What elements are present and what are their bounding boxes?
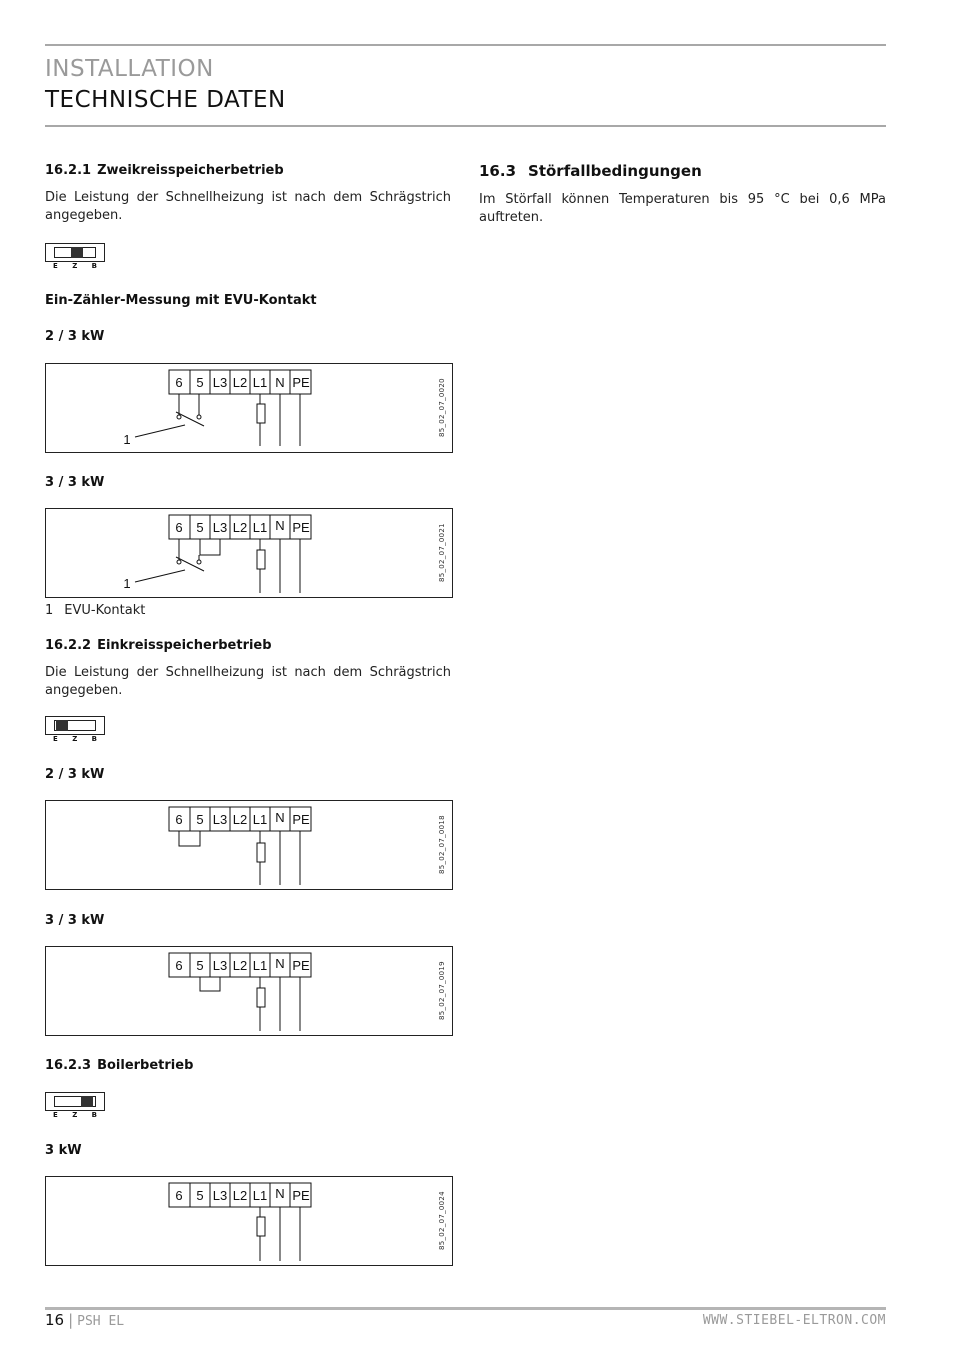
terminal-l3: L3 [212, 520, 228, 535]
figure-code: 85_02_07_0020 [438, 378, 446, 438]
figure-label: 3 / 3 kW [45, 913, 105, 928]
terminal-l1: L1 [252, 520, 268, 535]
subheading-ein-zaehler: Ein-Zähler-Messung mit EVU-Kontakt [45, 293, 317, 308]
terminal-5: 5 [196, 812, 204, 827]
legend-text: EVU-Kontakt [64, 603, 146, 618]
wiring-diagram-svg [46, 364, 452, 452]
wiring-diagram-svg [46, 1177, 452, 1265]
section-16-2-1-heading [45, 163, 284, 178]
terminal-l2: L2 [232, 1188, 248, 1203]
footer-rule [45, 1307, 886, 1310]
figure-label: 2 / 3 kW [45, 329, 105, 344]
section-title: Boilerbetrieb [97, 1058, 194, 1073]
terminal-n: N [275, 1186, 285, 1201]
terminal-pe: PE [292, 958, 310, 973]
terminal-pe: PE [292, 520, 310, 535]
top-rule [45, 44, 886, 46]
terminal-6: 6 [175, 958, 183, 973]
mode-switch-b [45, 1092, 105, 1120]
terminal-l3: L3 [212, 1188, 228, 1203]
page-number: 16 [45, 1311, 65, 1329]
terminal-5: 5 [196, 375, 204, 390]
wiring-diagram-4 [45, 946, 453, 1036]
section-16-2-3-heading [45, 1058, 193, 1073]
wiring-diagram-svg [46, 509, 452, 597]
footer-left [45, 1311, 124, 1329]
terminal-n: N [275, 956, 285, 971]
wiring-diagram-1 [45, 363, 453, 453]
figure-label: 2 / 3 kW [45, 767, 105, 782]
switch-label-z: Z [72, 1111, 78, 1119]
terminal-l1: L1 [252, 1188, 268, 1203]
legend-number: 1 [45, 603, 54, 618]
mode-switch-z [45, 243, 105, 271]
terminal-5: 5 [196, 1188, 204, 1203]
figure-label: 3 / 3 kW [45, 475, 105, 490]
figure-code: 85_02_07_0019 [438, 961, 446, 1021]
terminal-l1: L1 [252, 812, 268, 827]
switch-knob [56, 720, 68, 731]
wiring-diagram-svg [46, 947, 452, 1035]
terminal-5: 5 [196, 520, 204, 535]
switch-label-b: B [91, 1111, 97, 1119]
switch-label-b: B [91, 735, 97, 743]
section-title: Störfallbedingungen [528, 162, 702, 180]
section-title: Einkreisspeicherbetrieb [97, 638, 272, 653]
terminal-6: 6 [175, 520, 183, 535]
page-title: TECHNISCHE DATEN [45, 87, 286, 113]
figure-code: 85_02_07_0021 [438, 523, 446, 583]
section-number: 16.2.2 [45, 638, 92, 653]
terminal-pe: PE [292, 1188, 310, 1203]
section-number: 16.3 [479, 162, 517, 180]
footer-url: WWW.STIEBEL-ELTRON.COM [702, 1313, 886, 1328]
switch-knob [81, 1096, 93, 1107]
wiring-diagram-5 [45, 1176, 453, 1266]
switch-label-z: Z [72, 262, 78, 270]
terminal-5: 5 [196, 958, 204, 973]
section-title: Zweikreisspeicherbetrieb [97, 163, 284, 178]
switch-label-z: Z [72, 735, 78, 743]
figure-code: 85_02_07_0024 [438, 1191, 446, 1251]
figure-label: 3 kW [45, 1143, 82, 1158]
callout-1: 1 [123, 576, 131, 591]
terminal-l3: L3 [212, 958, 228, 973]
terminal-l2: L2 [232, 520, 248, 535]
section-16-3-text: Im Störfall können Temperaturen bis 95 °C bei 0,6 MPa auftreten. [479, 192, 886, 225]
callout-1: 1 [123, 432, 131, 447]
terminal-l2: L2 [232, 958, 248, 973]
switch-knob [71, 247, 83, 258]
terminal-6: 6 [175, 1188, 183, 1203]
wiring-diagram-3 [45, 800, 453, 890]
chapter-kicker: INSTALLATION [45, 56, 214, 82]
terminal-6: 6 [175, 375, 183, 390]
legend-item [45, 603, 145, 618]
product-name: PSH EL [77, 1314, 125, 1329]
terminal-6: 6 [175, 812, 183, 827]
terminal-l2: L2 [232, 375, 248, 390]
section-16-2-2-heading [45, 638, 272, 653]
switch-label-e: E [53, 1111, 58, 1119]
switch-label-e: E [53, 262, 58, 270]
section-16-2-1-text: Die Leistung der Schnellheizung ist nach dem Schrägstrich angegeben. [45, 190, 451, 223]
terminal-l3: L3 [212, 375, 228, 390]
terminal-l3: L3 [212, 812, 228, 827]
terminal-n: N [275, 810, 285, 825]
terminal-pe: PE [292, 812, 310, 827]
section-16-3-heading [479, 162, 702, 180]
terminal-n: N [275, 518, 285, 533]
switch-label-b: B [91, 262, 97, 270]
footer-separator: | [68, 1311, 74, 1329]
mode-switch-e [45, 716, 105, 744]
terminal-pe: PE [292, 375, 310, 390]
figure-code: 85_02_07_0018 [438, 815, 446, 875]
terminal-n: N [275, 375, 285, 390]
wiring-diagram-2 [45, 508, 453, 598]
header-bottom-rule [45, 125, 886, 127]
terminal-l1: L1 [252, 958, 268, 973]
section-16-2-2-text: Die Leistung der Schnellheizung ist nach dem Schrägstrich angegeben. [45, 665, 451, 698]
terminal-l2: L2 [232, 812, 248, 827]
terminal-l1: L1 [252, 375, 268, 390]
section-number: 16.2.1 [45, 163, 92, 178]
switch-label-e: E [53, 735, 58, 743]
section-number: 16.2.3 [45, 1058, 92, 1073]
wiring-diagram-svg [46, 801, 452, 889]
